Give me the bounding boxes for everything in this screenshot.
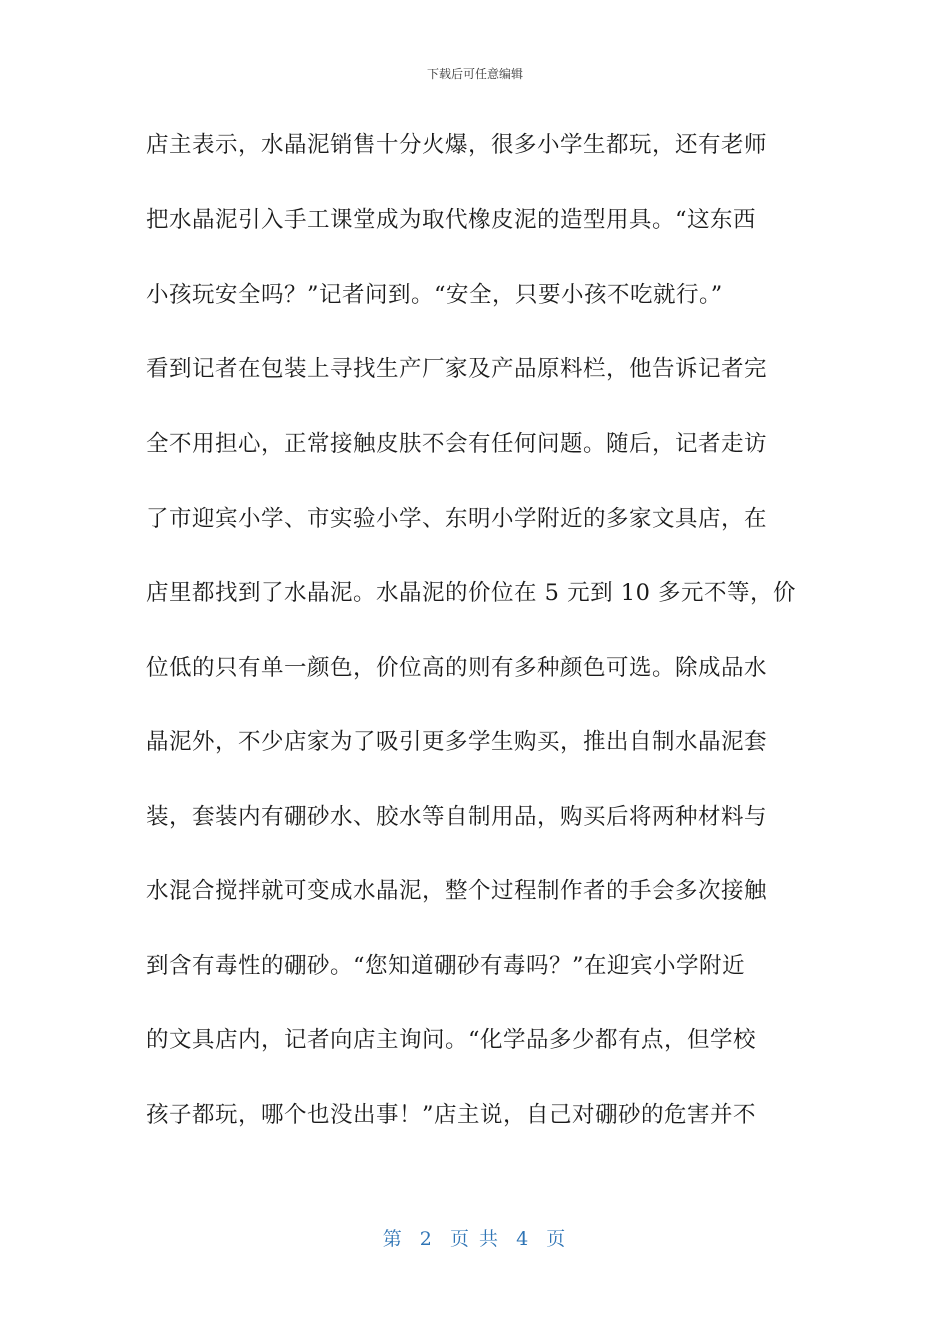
text-line: 全不用担心，正常接触皮肤不会有任何问题。随后，记者走访 (146, 431, 768, 457)
text-line: 的文具店内，记者向店主询问。“化学品多少都有点，但学校 (146, 1027, 757, 1053)
text-line: 装，套装内有硼砂水、胶水等自制用品，购买后将两种材料与 (146, 804, 768, 830)
text-line: 晶泥外，不少店家为了吸引更多学生购买，推出自制水晶泥套 (146, 729, 768, 755)
text-line: 孩子都玩，哪个也没出事！”店主说，自己对硼砂的危害并不 (146, 1102, 757, 1128)
page-header: 下载后可任意编辑 (426, 67, 523, 81)
text-line: 了市迎宾小学、市实验小学、东明小学附近的多家文具店，在 (146, 506, 768, 532)
text-line: 到含有毒性的硼砂。“您知道硼砂有毒吗？”在迎宾小学附近 (146, 953, 746, 979)
text-line: 把水晶泥引入手工课堂成为取代橡皮泥的造型用具。“这东西 (146, 207, 757, 233)
text-line: 看到记者在包装上寻找生产厂家及产品原料栏，他告诉记者完 (146, 356, 768, 382)
text-line: 位低的只有单一颜色，价位高的则有多种颜色可选。除成品水 (146, 655, 768, 681)
text-line: 店主表示，水晶泥销售十分火爆，很多小学生都玩，还有老师 (146, 132, 768, 158)
page-number-footer: 第 2 页 共 4 页 (382, 1228, 568, 1250)
text-line: 水混合搅拌就可变成水晶泥，整个过程制作者的手会多次接触 (146, 878, 768, 904)
text-line: 小孩玩安全吗？”记者问到。“安全，只要小孩不吃就行。” (146, 282, 723, 308)
text-line: 店里都找到了水晶泥。水晶泥的价位在 5 元到 10 多元不等，价 (146, 580, 797, 606)
